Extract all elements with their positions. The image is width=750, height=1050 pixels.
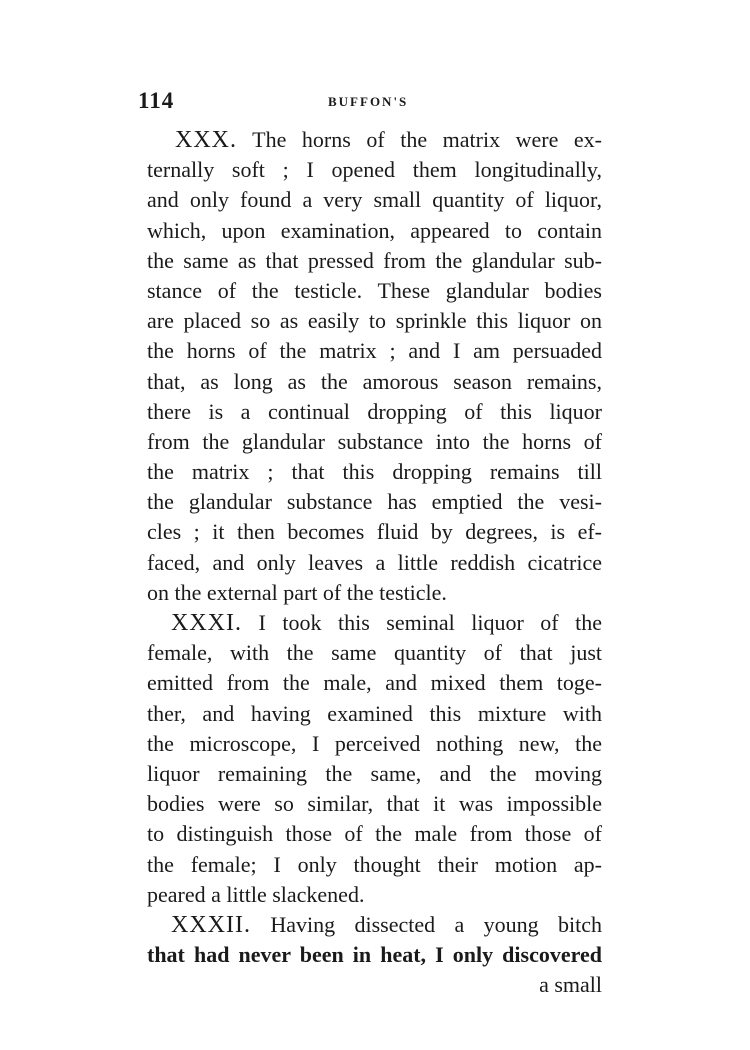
- text-line: liquor remaining the same, and the moving: [147, 760, 602, 786]
- text-line: the microscope, I perceived nothing new, the: [147, 730, 602, 756]
- text-line: peared a little slackened.: [147, 881, 365, 907]
- text-line: the matrix ; that this dropping remains till: [147, 459, 602, 485]
- section-number: XXXII.: [171, 911, 251, 938]
- text-line: from the glandular substance into the horns of: [147, 428, 602, 454]
- text-line: which, upon examination, appeared to contain: [147, 217, 602, 243]
- text-line: the horns of the matrix ; and I am persuaded: [147, 338, 602, 364]
- text-line: ternally soft ; I opened them longitudinally,: [147, 157, 602, 183]
- text-line: the glandular substance has emptied the vesi-: [147, 489, 602, 515]
- catchword: a small: [539, 972, 602, 998]
- text-line: and only found a very small quantity of liquor,: [147, 187, 602, 213]
- paragraph-xxx: [147, 125, 602, 608]
- text-line: cles ; it then becomes fluid by degrees, is ef-: [147, 519, 602, 545]
- text-line: XXXI. I took this seminal liquor of the: [171, 610, 603, 636]
- text-line: ther, and having examined this mixture with: [147, 700, 602, 726]
- text-line: are placed so as easily to sprinkle this liquor on: [147, 308, 602, 334]
- section-number: XXX.: [175, 127, 237, 153]
- section-number: XXXI.: [171, 610, 242, 636]
- text-line: faced, and only leaves a little reddish cicatrice: [147, 549, 602, 575]
- text-line: female, with the same quantity of that just: [147, 640, 602, 666]
- text-line: to distinguish those of the male from those of: [147, 821, 602, 847]
- paragraph-xxxi: [147, 608, 602, 910]
- text-line: that, as long as the amorous season remains,: [147, 368, 602, 394]
- paragraph-xxxii: [147, 910, 602, 1001]
- text-line: the same as that pressed from the glandular sub-: [147, 247, 602, 273]
- text-line: XXXII. Having dissected a young bitch: [171, 911, 602, 938]
- page-number: 114: [138, 88, 175, 113]
- text-line: emitted from the male, and mixed them toge-: [147, 670, 602, 696]
- body-text: [147, 125, 602, 1000]
- text-line: there is a continual dropping of this liquor: [147, 398, 602, 424]
- text-line: on the external part of the testicle.: [147, 579, 447, 605]
- text-line: the female; I only thought their motion ap-: [147, 851, 602, 877]
- running-head: BUFFON'S: [328, 94, 409, 109]
- page-header: [138, 88, 608, 118]
- text-line: bodies were so similar, that it was impossible: [147, 791, 602, 817]
- text-line: that had never been in heat, I only discovered: [147, 942, 602, 968]
- text-line: stance of the testicle. These glandular bodies: [147, 277, 602, 303]
- text-line: XXX. The horns of the matrix were ex-: [175, 127, 602, 153]
